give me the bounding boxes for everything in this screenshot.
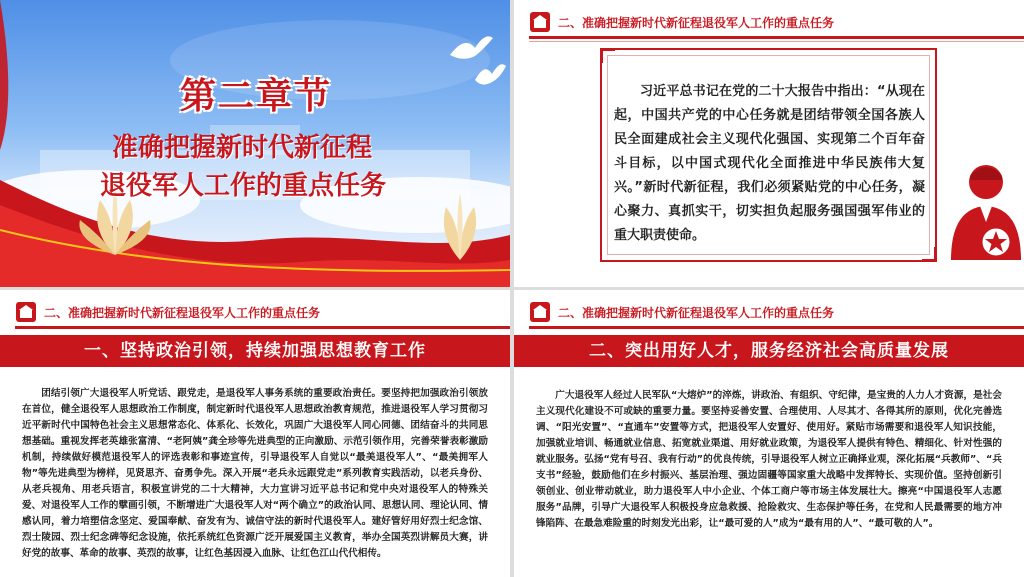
cover-slide[interactable] [0, 0, 510, 287]
section-body-text: 广大退役军人经过人民军队“大熔炉”的淬炼，讲政治、有组织、守纪律，是宝贵的人力人才资源，是社会主义现代化建设不可或缺的重要力量。要坚持妥善安置、合理使用、人尽其才、各得其所的原则，优化完善选调、“阳光安置”、“直通车”安置等方式，把退役军人安置好、使用好。紧贴市场需要和退役军人知识技能，加强就业培训、畅通就业信息、拓宽就业渠道、用好就业政策，为退役军人提供有特色、精细化、针对性强的就业服务。弘扬“党有号召、我有行动”的优良传统，引导退役军人树立正确择业观，深化拓展“兵教师”、“兵支书”经验，鼓励他们在乡村振兴、基层治理、强边固疆等国家重大战略中发挥特长、实现价值。坚持创新引领创业、创业带动就业，助力退役军人中小企业、个体工商户等市场主体发展壮大。擦亮“中国退役军人志愿服务”品牌，引导广大退役军人积极投身应急救援、抢险救灾、生态保护等任务，在党和人民最需要的地方冲锋陷阵、在最急难险重的时刻发光出彩，让“最可爱的人”成为“最有用的人”、“最可敬的人”。 [536, 390, 1002, 529]
quote-box [600, 48, 937, 262]
slide-header [514, 0, 1024, 44]
header-divider [529, 326, 1024, 329]
content-slide-2[interactable] [514, 290, 1024, 577]
section-header-text: 二、准确把握新时代新征程退役军人工作的重点任务 [44, 306, 321, 320]
quote-text: 习近平总书记在党的二十大报告中指出：“从现在起，中国共产党的中心任务就是团结带领全国各族人民全面建成社会主义现代化强国、实现第二个百年奋斗目标，以中国式现代化全面推进中华民族伟大复兴。”新时代新征程，我们必须紧贴党的中心任务，凝心聚力、真抓实干，切实担负起服务强国强军伟业的重大职责使命。 [614, 84, 925, 243]
content-slide-1[interactable] [0, 290, 510, 577]
cover-subtitle-line1: 准确把握新时代新征程 [112, 133, 373, 163]
section-header-text: 二、准确把握新时代新征程退役军人工作的重点任务 [558, 306, 835, 320]
party-emblem-icon [16, 302, 36, 322]
quote-slide[interactable] [514, 0, 1024, 287]
cover-subtitle-line2: 退役军人工作的重点任务 [100, 171, 387, 201]
section-heading-banner: 一、坚持政治引领，持续加强思想教育工作 [0, 335, 510, 367]
dove-icon [470, 60, 510, 100]
corner-bracket [922, 247, 937, 262]
header-divider [15, 326, 510, 329]
corner-bracket [600, 48, 615, 63]
header-divider [529, 36, 1024, 39]
slide-header [0, 290, 510, 334]
section-heading-banner: 二、突出用好人才，服务经济社会高质量发展 [514, 335, 1024, 367]
star-badge-icon [979, 225, 1013, 259]
lotus-icon [420, 185, 500, 265]
slide-header [514, 290, 1024, 334]
party-emblem-icon [530, 302, 550, 322]
chapter-title: 第二章节 [180, 76, 333, 117]
header-divider-thin [529, 41, 1024, 42]
section-body-text: 团结引领广大退役军人听党话、跟党走，是退役军人事务系统的重要政治责任。要坚持把加强政治引领放在首位，健全退役军人思想政治工作制度，制定新时代退役军人思想政治教育规范，推进退役军人学习贯彻习近平新时代中国特色社会主义思想常态化、体系化、长效化，巩固广大退役军人同心同德、团结奋斗的共同思想基础。重视发挥老英雄张富清、“老阿姨”龚全珍等先进典型的正向激励、示范引领作用，完善荣誉表彰激励机制，持续做好模范退役军人的评选表彰和事迹宣传，引导退役军人自觉以“最美退役军人”、“最美拥军人物”等先进典型为榜样，见贤思齐、奋勇争先。深入开展“老兵永远跟党走”系列教育实践活动，以老兵身份、从老兵视角、用老兵语言，积极宣讲党的二十大精神，大力宣讲习近平总书记和党中央对退役军人的特殊关爱、对退役军人工作的擘画引领，不断增进广大退役军人对“两个确立”的政治认同、思想认同、理论认同、情感认同，着力培塑信念坚定、爱国奉献、奋发有为、诚信守法的新时代退役军人。建好管好用好烈士纪念馆、烈士陵园、烈士纪念碑等纪念设施，依托系统红色资源广泛开展爱国主义教育，举办全国英烈讲解员大赛，讲好党的故事、革命的故事、英烈的故事，让红色基因浸入血脉、让红色江山代代相传。 [22, 388, 488, 559]
party-emblem-icon [530, 12, 550, 32]
section-header-text: 二、准确把握新时代新征程退役军人工作的重点任务 [558, 16, 835, 30]
